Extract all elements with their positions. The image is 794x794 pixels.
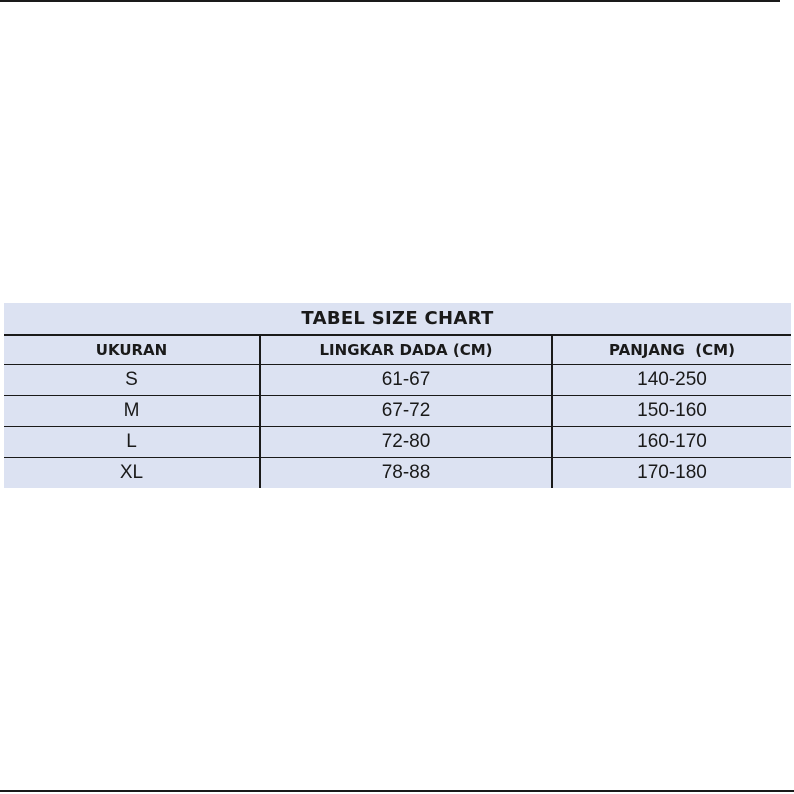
chest-cell: 67-72 [260, 396, 552, 427]
size-cell: L [4, 427, 260, 458]
table-row [4, 458, 791, 489]
length-cell: 150-160 [552, 396, 791, 427]
table-title: TABEL SIZE CHART [4, 303, 791, 335]
header-panjang: PANJANG (CM) [552, 335, 791, 365]
top-border [0, 0, 794, 2]
chest-cell: 78-88 [260, 458, 552, 489]
table-row [4, 427, 791, 458]
chest-cell: 61-67 [260, 365, 552, 396]
length-cell: 170-180 [637, 462, 707, 483]
size-chart-table [4, 303, 791, 488]
table-row [4, 365, 791, 396]
table-row [4, 396, 791, 427]
header-lingkar-dada: LINGKAR DADA (CM) [260, 335, 552, 365]
bottom-border [0, 790, 794, 792]
size-cell: S [4, 365, 260, 396]
header-ukuran: UKURAN [4, 335, 260, 365]
chest-cell: 72-80 [260, 427, 552, 458]
table-header-row [4, 335, 791, 365]
size-cell: M [4, 396, 260, 427]
length-cell: 140-250 [552, 365, 791, 396]
size-cell: XL [4, 458, 260, 489]
length-cell: 160-170 [552, 427, 791, 458]
table-title-row [4, 303, 791, 335]
